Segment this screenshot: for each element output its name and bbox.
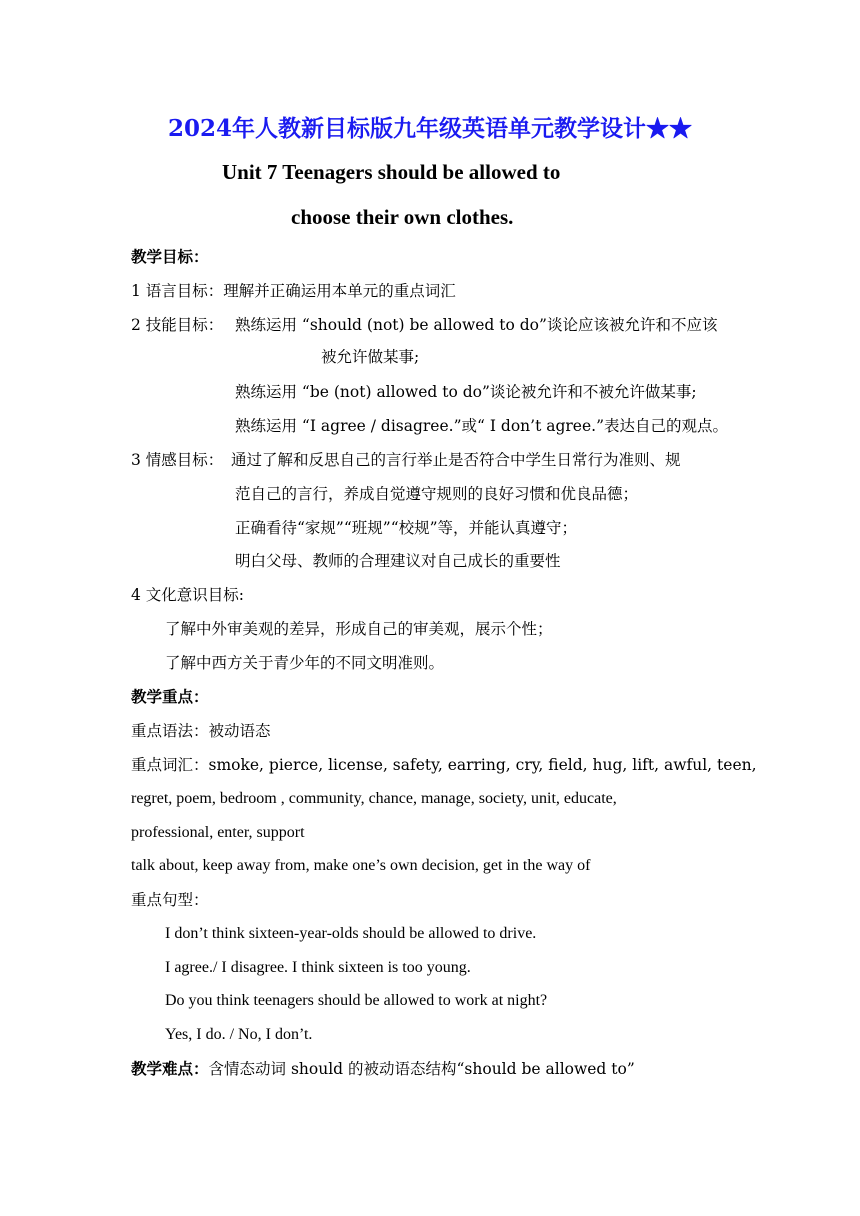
key-sentence-3: Do you think teenagers should be allowed to work at night? xyxy=(165,992,548,1009)
goal-skill-c: 熟练运用 “I agree / disagree.”或“ I don’t agree.”表达自己的观点。 xyxy=(235,417,728,435)
difficulty-text: 含情态动词 should 的被动语态结构“should be allowed to” xyxy=(208,1060,635,1078)
unit-title-line-1: Unit 7 Teenagers should be allowed to xyxy=(222,160,561,184)
key-sentence-4: Yes, I do. / No, I don’t. xyxy=(165,1026,313,1043)
key-phrases: talk about, keep away from, make one’s own decision, get in the way of xyxy=(131,857,591,874)
difficulty-heading: 教学难点： xyxy=(131,1059,209,1078)
key-sentence-2: I agree./ I disagree. I think sixteen is too young. xyxy=(165,959,471,976)
difficulty-line xyxy=(131,1058,635,1080)
goal-skill-a-cont: 被允许做某事; xyxy=(321,348,420,366)
goal-emotion-a: 通过了解和反思自己的言行举止是否符合中学生日常行为准则、规 xyxy=(231,451,681,469)
unit-title-line-2: choose their own clothes. xyxy=(291,205,514,229)
key-sentences-heading: 重点句型： xyxy=(131,891,209,909)
goal-emotion-c: 明白父母、教师的合理建议对自己成长的重要性 xyxy=(235,552,561,570)
goal-skill-a: 熟练运用 “should (not) be allowed to do”谈论应该被允许和不应该 xyxy=(235,316,718,334)
goal-culture-label: 4 文化意识目标: xyxy=(131,586,245,604)
key-grammar: 重点语法：被动语态 xyxy=(131,722,271,740)
goal-skill-b: 熟练运用 “be (not) allowed to do”谈论被允许和不被允许做某事; xyxy=(235,383,697,401)
key-vocab-line-1: 重点词汇：smoke, pierce, license, safety, earring, cry, field, hug, lift, awful, teen, xyxy=(131,756,757,774)
goal-culture-b: 了解中西方关于青少年的不同文明准则。 xyxy=(165,654,445,672)
goal-emotion-a-cont: 范自己的言行，养成自觉遵守规则的良好习惯和优良品德； xyxy=(235,485,639,503)
goal-culture-a: 了解中外审美观的差异，形成自己的审美观，展示个性； xyxy=(165,620,553,638)
keypoints-heading: 教学重点： xyxy=(131,687,209,706)
goals-heading: 教学目标： xyxy=(131,247,209,266)
goal-emotion-label: 3 情感目标： xyxy=(131,451,224,469)
document-title: 2024年人教新目标版九年级英语单元教学设计★★ xyxy=(167,115,692,142)
key-vocab-line-2: regret, poem, bedroom , community, chance, manage, society, unit, educate, xyxy=(131,790,617,807)
goal-skill-label: 2 技能目标： xyxy=(131,316,224,334)
key-sentence-1: I don’t think sixteen-year-olds should be allowed to drive. xyxy=(165,925,537,942)
goal-emotion-b: 正确看待“家规”“班规”“校规”等，并能认真遵守； xyxy=(235,519,578,537)
key-vocab-line-3: professional, enter, support xyxy=(131,824,305,841)
goal-language: 1 语言目标：理解并正确运用本单元的重点词汇 xyxy=(131,282,456,300)
